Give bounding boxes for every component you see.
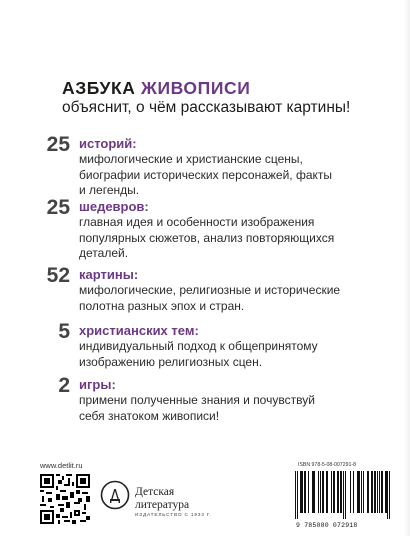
- barcode-bar: [345, 471, 346, 519]
- barcode-bar: [367, 471, 369, 513]
- feature-description-line: мифологические, религиозные и исторические: [79, 283, 341, 297]
- feature-description-line: биографии исторических персонажей, факты: [79, 167, 332, 182]
- feature-number: 25: [46, 133, 70, 156]
- barcode-bar: [304, 471, 306, 513]
- title-part-2: ЖИВОПИСИ: [141, 78, 251, 98]
- feature-description: [79, 152, 389, 199]
- qr-code-icon: [40, 474, 90, 524]
- barcode-bar: [361, 471, 362, 513]
- feature-title: христианских тем:: [79, 323, 199, 338]
- barcode-icon: [287, 469, 399, 521]
- barcode-bar: [379, 471, 380, 513]
- feature-description: [79, 393, 389, 424]
- barcode-bar: [326, 471, 328, 513]
- feature-description: [79, 215, 389, 262]
- barcode-number: 9 785080 072918: [296, 522, 358, 529]
- barcode-bar: [312, 471, 315, 513]
- barcode-bar: [331, 471, 332, 513]
- barcode-bar: [357, 471, 360, 513]
- barcode-bar: [381, 471, 383, 513]
- feature-title: игры:: [79, 377, 116, 392]
- page-title: [62, 78, 250, 99]
- feature-number: 2: [58, 374, 70, 397]
- feature-description-line: себя знатоком живописи!: [79, 408, 220, 423]
- barcode-bar: [300, 471, 303, 513]
- barcode-bar: [343, 471, 344, 519]
- barcode-bar: [318, 471, 319, 513]
- page-subtitle: объяснит, о чём рассказывают картины!: [62, 99, 351, 116]
- barcode-bar: [350, 471, 351, 513]
- feature-description-line: главная идея и особенности изображения: [79, 215, 315, 229]
- feature-description: [79, 339, 389, 370]
- feature-title: шедевров:: [79, 199, 149, 214]
- publisher-name-line: литература: [135, 498, 190, 511]
- barcode-bar: [371, 471, 373, 513]
- feature-description-line: изображению религиозных сцен.: [79, 354, 263, 369]
- feature-description-line: и легенды.: [79, 183, 140, 197]
- publisher-logo-icon: [100, 480, 130, 510]
- barcode-bar: [377, 471, 378, 513]
- barcode-bar: [389, 471, 390, 519]
- feature-number: 52: [46, 264, 70, 287]
- feature-description: [79, 283, 389, 314]
- feature-number: 25: [46, 196, 70, 219]
- feature-title: картины:: [79, 267, 139, 282]
- barcode-bar: [308, 471, 309, 513]
- publisher-since: ИЗДАТЕЛЬСТВО С 1933 Г.: [135, 513, 212, 518]
- feature-description-line: деталей.: [79, 246, 129, 260]
- feature-description-line: полотна разных эпох и стран.: [79, 298, 245, 313]
- feature-number: 5: [58, 320, 70, 343]
- barcode-bar: [385, 471, 387, 513]
- barcode-bar: [322, 471, 324, 513]
- title-part-1: АЗБУКА: [62, 78, 136, 98]
- publisher-name-line: Детская: [135, 486, 175, 498]
- barcode-bar: [353, 471, 354, 513]
- barcode-bar: [295, 471, 296, 519]
- feature-description-line: примени полученные знания и почувствуй: [79, 393, 315, 407]
- feature-description-line: индивидуальный подход к общепринятому: [79, 339, 318, 353]
- isbn: ISBN 978-5-08-007291-8: [298, 462, 356, 468]
- barcode-bar: [337, 471, 339, 513]
- barcode-bar: [340, 471, 342, 513]
- publisher-name: [135, 486, 189, 511]
- barcode-bar: [333, 471, 335, 513]
- barcode-bar: [387, 471, 388, 519]
- barcode-bar: [374, 471, 376, 513]
- barcode-bar: [297, 471, 298, 519]
- feature-description-line: мифологические и христианские сцены,: [79, 152, 303, 166]
- barcode-bar: [320, 471, 321, 513]
- publisher-website: www.detlit.ru: [40, 461, 83, 470]
- feature-description-line: популярных сюжетов, анализ повторяющихся: [79, 230, 335, 245]
- feature-title: историй:: [79, 136, 137, 151]
- barcode-bar: [363, 471, 364, 513]
